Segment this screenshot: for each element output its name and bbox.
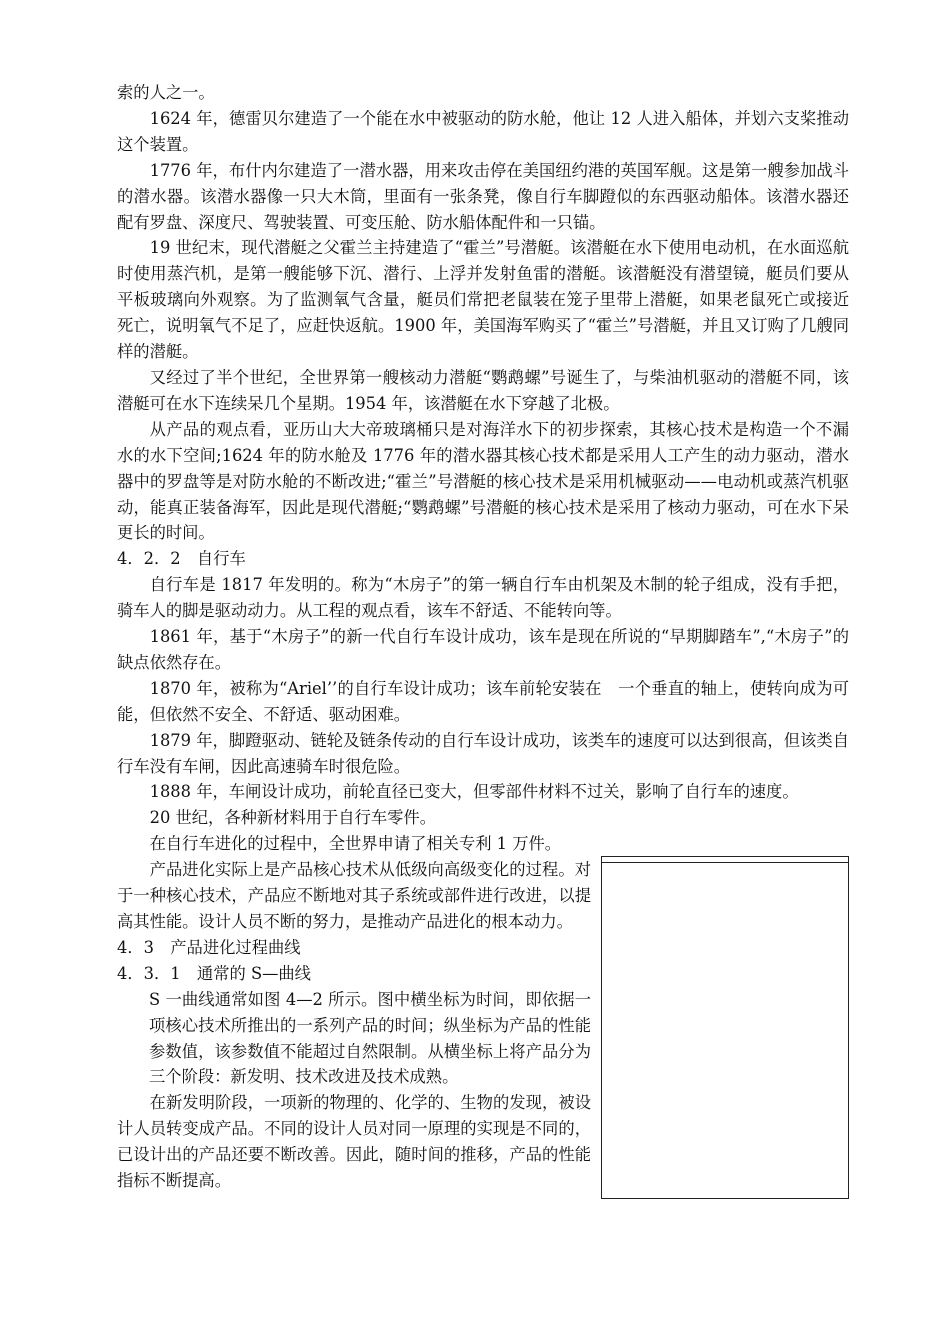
paragraph: 1888 年，车闸设计成功，前轮直径已变大，但零部件材料不过关，影响了自行车的速度。 bbox=[149, 782, 799, 802]
figure-placeholder-box bbox=[601, 862, 849, 1199]
paragraph: 1879 年，脚蹬驱动、链轮及链条传动的自行车设计成功，该类车的速度可以达到很高，但该类自行车没有车闸，因此高速骑车时很危险。 bbox=[117, 730, 849, 776]
section-heading: 4．2．2 自行车 bbox=[117, 549, 246, 569]
paragraph: 索的人之一。 bbox=[117, 83, 215, 102]
paragraph: 20 世纪，各种新材料用于自行车零件。 bbox=[149, 808, 436, 828]
paragraph: S 一曲线通常如图 4—2 所示。图中横坐标为时间，即依据一项核心技术所推出的一系列产品的时间；纵坐标为产品的性能参数值，该参数值不能超过自然限制。从横坐标上将产品分为三个阶段：新发明、技术改进及技术成熟。 bbox=[149, 989, 591, 1087]
paragraph: 19 世纪末，现代潜艇之父霍兰主持建造了“霍兰”号潜艇。该潜艇在水下使用电动机，在水面巡航时使用蒸汽机，是第一艘能够下沉、潜行、上浮并发射鱼雷的潜艇。该潜艇没有潜望镜，艇员们要从平板玻璃向外观察。为了监测氧气含量，艇员们常把老鼠装在笼子里带上潜艇，如果老鼠死亡或接近死亡，说明氧气不足了，应赶快返航。1900 年，美国海军购买了“霍兰”号潜艇，并且又订购了几艘同样的潜艇。 bbox=[117, 238, 849, 362]
paragraph: 又经过了半个世纪，全世界第一艘核动力潜艇“鹦鹉螺”号诞生了，与柴油机驱动的潜艇不同，该潜艇可在水下连续呆几个星期。1954 年，该潜艇在水下穿越了北极。 bbox=[117, 367, 849, 413]
paragraph: 在自行车进化的过程中，全世界申请了相关专利 1 万件。 bbox=[149, 834, 562, 854]
document-page bbox=[117, 80, 849, 1199]
paragraph: 自行车是 1817 年发明的。称为“木房子”的第一辆自行车由机架及木制的轮子组成，没有手把，骑车人的脚是驱动动力。从工程的观点看，该车不舒适、不能转向等。 bbox=[117, 575, 849, 621]
paragraph: 1624 年，德雷贝尔建造了一个能在水中被驱动的防水舱，他让 12 人进入船体，并划六支桨推动这个装置。 bbox=[117, 108, 849, 154]
paragraph: 从产品的观点看，亚历山大大帝玻璃桶只是对海洋水下的初步探索，其核心技术是构造一个不漏水的水下空间;1624 年的防水舱及 1776 年的潜水器其核心技术都是采用人工产生的动力驱动，潜水器中的罗盘等是对防水舱的不断改进;“霍兰”号潜艇的核心技术是采用机械驱动——电动机或蒸汽机驱动，能真正装备海军，因此是现代潜艇;“鹦鹉螺”号潜艇的核心技术是采用了核动力驱动，可在水下呆更长的时间。 bbox=[117, 419, 849, 543]
paragraph: 产品进化实际上是产品核心技术从低级向高级变化的过程。对于一种核心技术，产品应不断地对其子系统或部件进行改进，以提高其性能。设计人员不断的努力，是推动产品进化的根本动力。 bbox=[117, 860, 591, 931]
paragraph: 在新发明阶段，一项新的物理的、化学的、生物的发现，被设计人员转变成产品。不同的设计人员对同一原理的实现是不同的，已设计出的产品还要不断改善。因此，随时间的推移，产品的性能指标不断提高。 bbox=[117, 1093, 591, 1191]
section-heading: 4．3 产品进化过程曲线 bbox=[117, 937, 301, 957]
subsection-heading: 4．3．1 通常的 S—曲线 bbox=[117, 963, 311, 983]
paragraph: 1776 年，布什内尔建造了一潜水器，用来攻击停在美国纽约港的英国军舰。这是第一艘参加战斗的潜水器。该潜水器像一只大木筒，里面有一张条凳，像自行车脚蹬似的东西驱动船体。该潜水器还配有罗盘、深度尺、驾驶装置、可变压舱、防水船体配件和一只锚。 bbox=[117, 160, 849, 232]
paragraph: 1870 年，被称为“Ariel’’的自行车设计成功；该车前轮安装在 一个垂直的轴上，使转向成为可能，但依然不安全、不舒适、驱动困难。 bbox=[117, 678, 849, 724]
paragraph: 1861 年，基于“木房子”的新一代自行车设计成功，该车是现在所说的“早期脚踏车”,“木房子”的缺点依然存在。 bbox=[117, 627, 849, 672]
